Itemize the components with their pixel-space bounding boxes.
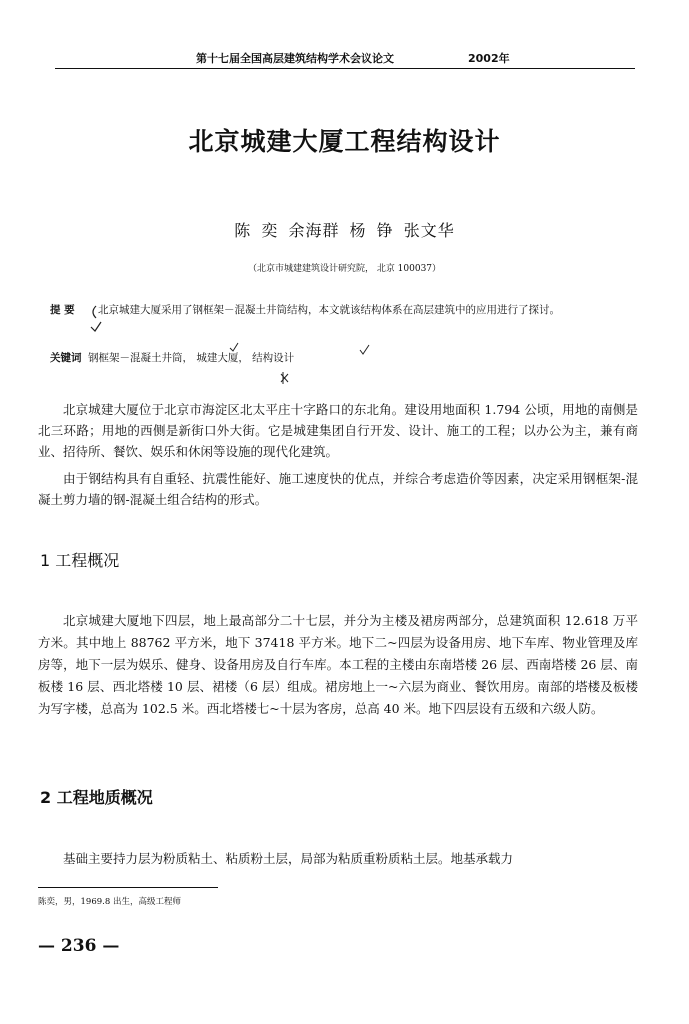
handwritten-check-mark: [360, 345, 369, 354]
conference-name: 第十七届全国高层建筑结构学术会议论文: [196, 52, 394, 65]
section-overview-text: 北京城建大厦地下四层，地上最高部分二十七层，并分为主楼及裙房两部分，总建筑面积 12.618 万平方米。其中地上 88762 平方米，地下 37418 平方米。地下二~四层为设备用房、地下车库、物业管理及库房等，地下一层为娱乐、健身、设备用房及自行车库。本工程的主楼由东南塔楼 26 层、西南塔楼 26 层、南板楼 16 层、西北塔楼 10 层、裙楼（6 层）组成。裙房地上一~六层为商业、餐饮用房。南部的塔楼及板楼为写字楼，总高为 102.5 米。西北塔楼七~十层为客房，总高 40 米。地下四层设有五级和六级人防。: [38, 613, 638, 716]
author-footnote: 陈奕，男，1969.8 出生，高级工程师: [38, 897, 181, 907]
author-list: 陈 奕 余海群 杨 铮 张文华: [234, 221, 455, 240]
conference-year: 2002年: [468, 52, 510, 65]
section-heading-geology: 2 工程地质概况: [40, 788, 153, 807]
affiliation: （北京市城建建筑设计研究院， 北京 100037）: [247, 264, 442, 274]
footnote-rule: [38, 887, 218, 888]
section-geology-text: 基础主要持力层为粉质粘土、粘质粉土层，局部为粘质重粉质粘土层。地基承载力: [63, 851, 514, 866]
abstract-text: 北京城建大厦采用了钢框架－混凝土井筒结构，本文就该结构体系在高层建筑中的应用进行了探讨。: [98, 304, 560, 316]
handwritten-bracket-mark: [93, 306, 96, 318]
handwritten-check-mark: [230, 343, 238, 351]
intro-paragraph: 北京城建大厦位于北京市海淀区北太平庄十字路口的东北角。建设用地面积 1.794 公顷，用地的南侧是北三环路；用地的西侧是新街口外大街。它是城建集团自行开发、设计、施工的工程；以办公为主，兼有商业、招待所、餐饮、娱乐和休闲等设施的现代化建筑。: [38, 402, 638, 459]
keywords-label: 关键词: [50, 352, 82, 364]
page-number: — 236 —: [38, 936, 120, 956]
intro-paragraph: 由于钢结构具有自重轻、抗震性能好、施工速度快的优点，并综合考虑造价等因素，决定采用钢框架-混凝土剪力墙的钢-混凝土组合结构的形式。: [38, 471, 638, 507]
handwritten-check-mark: [91, 322, 101, 331]
paper-title: 北京城建大厦工程结构设计: [188, 127, 501, 156]
abstract-label: 提 要: [50, 304, 75, 316]
keywords-text: 钢框架－混凝土井筒， 城建大厦， 结构设计: [88, 352, 295, 364]
section-heading-overview: 1 工程概况: [40, 551, 120, 570]
handwritten-check-mark: [281, 372, 288, 384]
